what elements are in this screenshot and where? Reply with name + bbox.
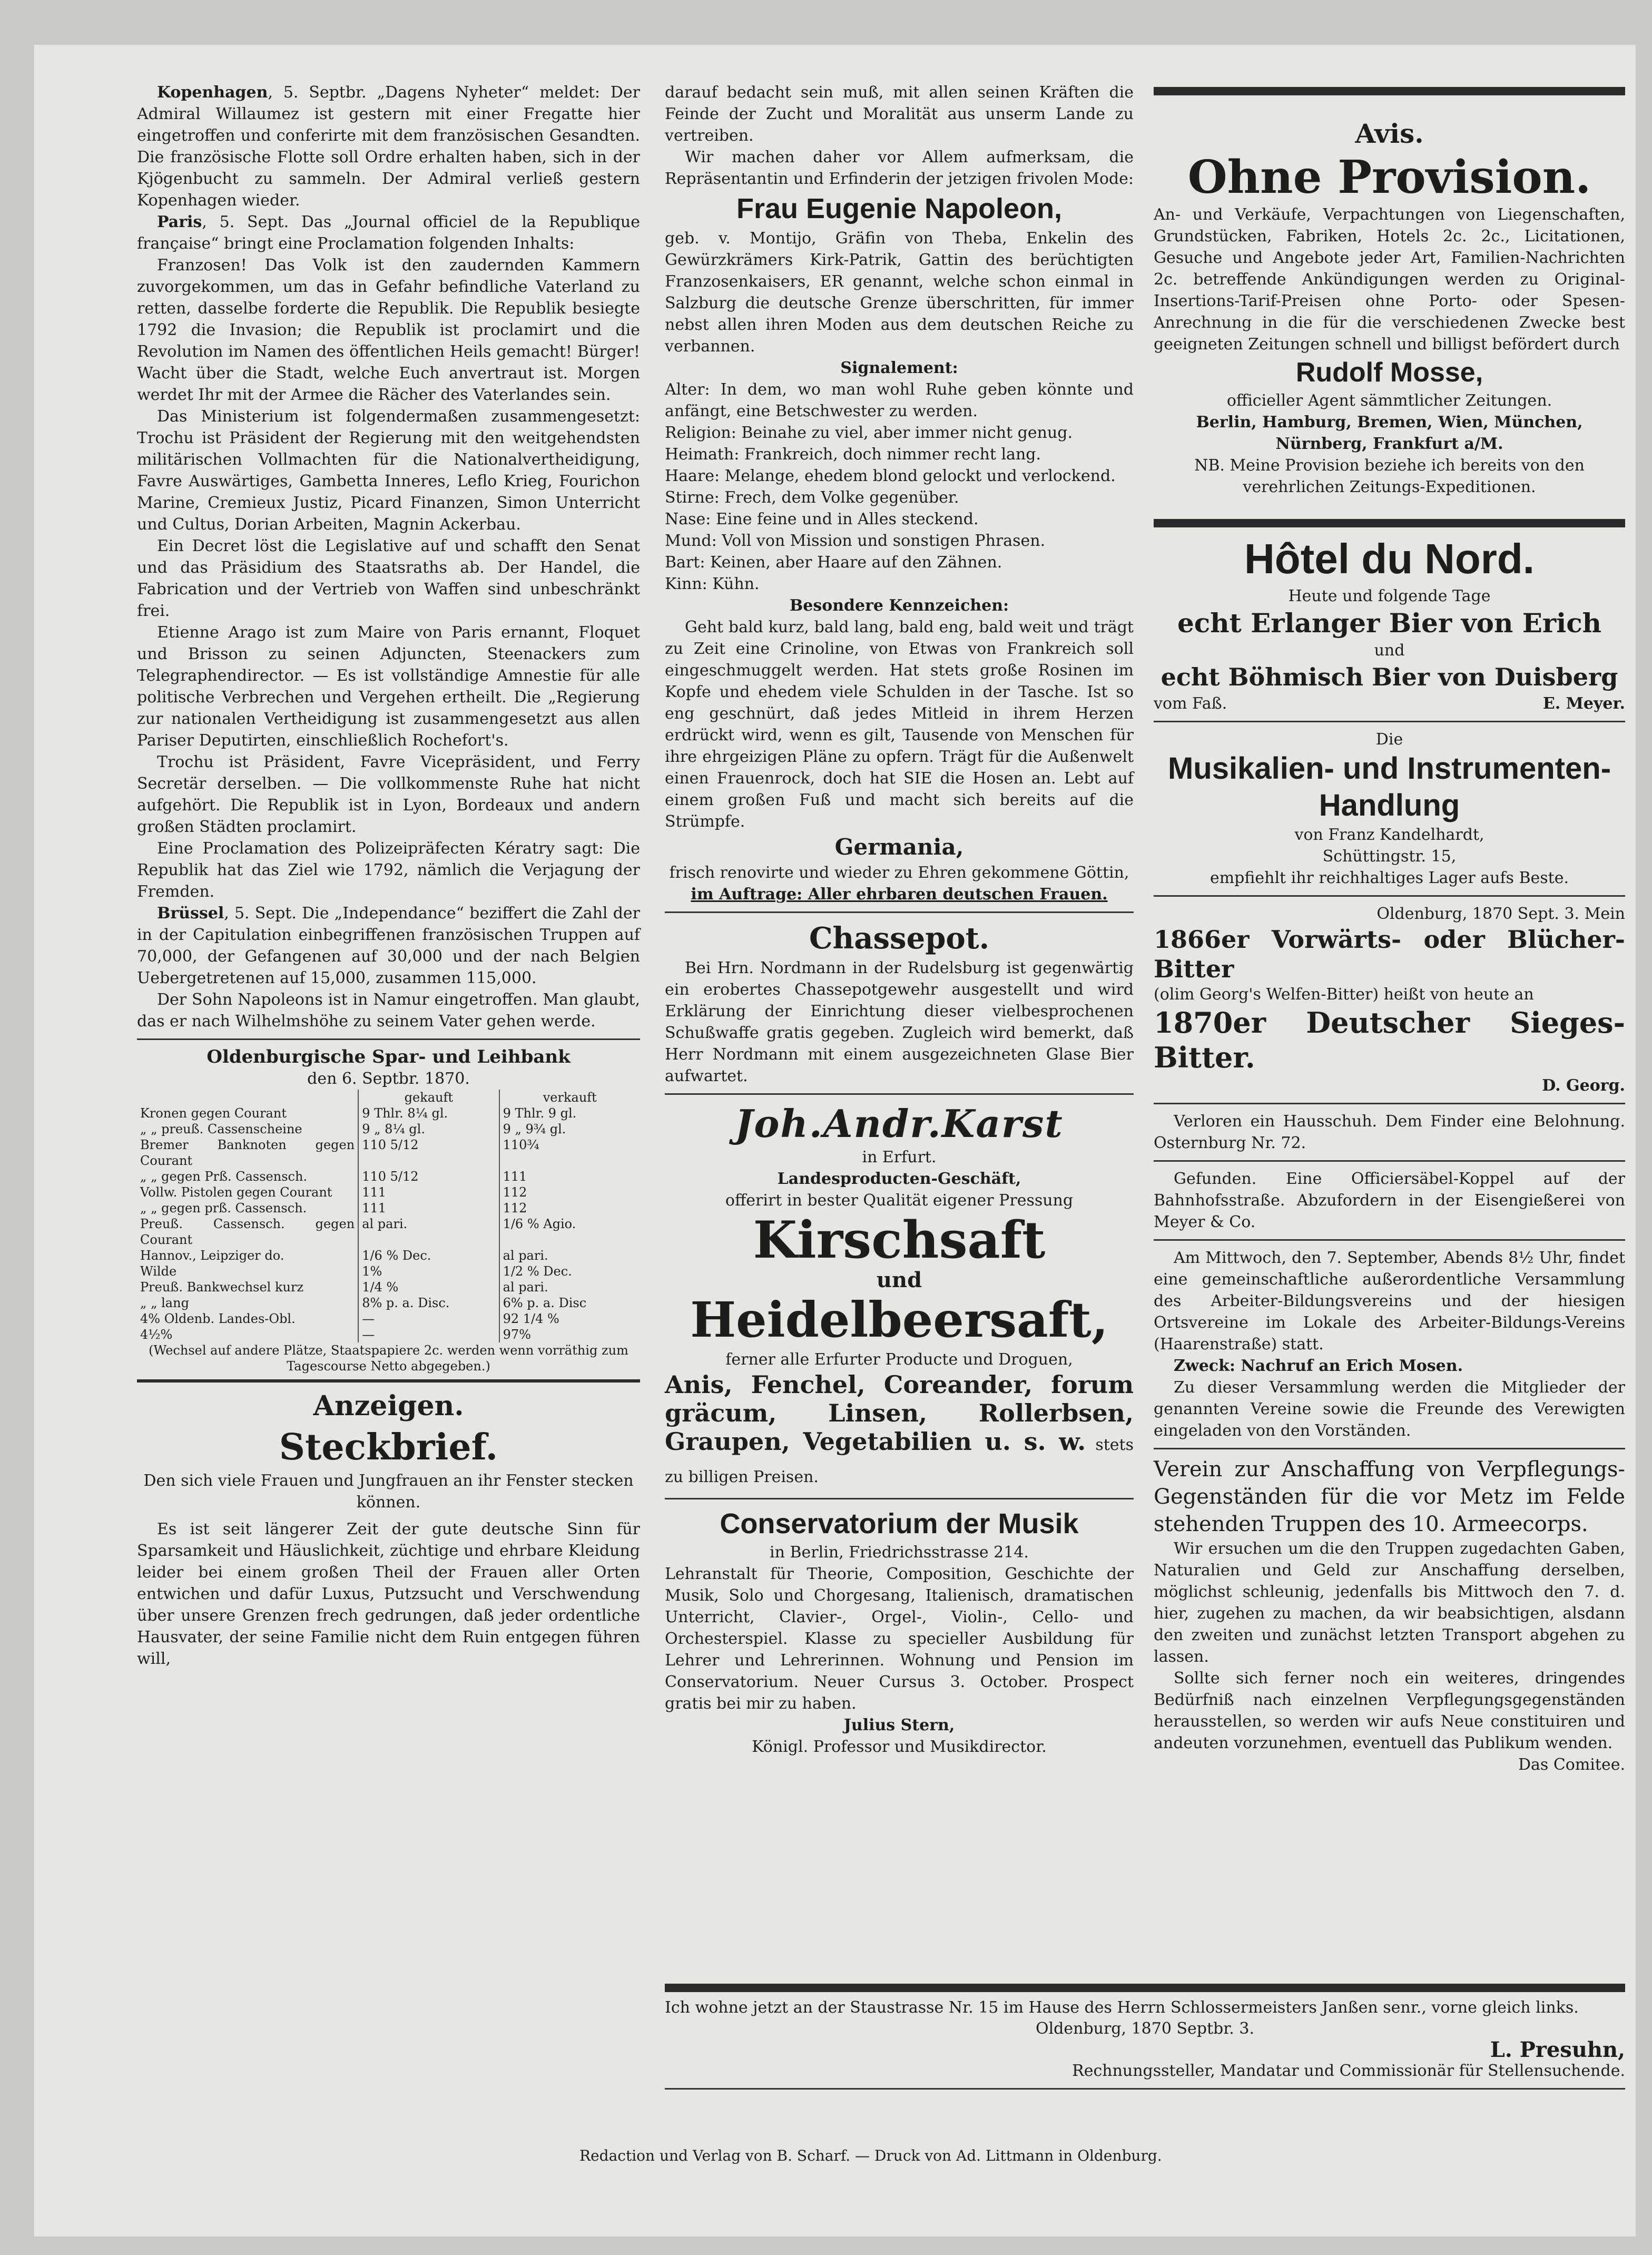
signalement-item: Nase: Eine feine und in Alles steckend. — [665, 510, 979, 528]
rate-cell-label: „ „ gegen Prß. Cassensch. — [137, 1169, 358, 1184]
divider — [137, 1379, 640, 1383]
paris-text: , 5. Sept. Das „Journal officiel de la Republique française“ bringt eine Proclamation folgenden Inhalts: — [137, 213, 640, 253]
rate-cell-label: „ „ preuß. Cassenscheine — [137, 1121, 358, 1137]
kopenhagen-text: , 5. Septbr. „Dagens Nyheter“ meldet: Der Admiral Willaumez ist gestern mit einer Fregatte hier eingetroffen und conferirte mit dem französischen Gesandten. Die französische Flotte soll Ordre erhalten haben, sich in der Kjögenbucht zu sammeln. Der Admiral verließ gestern Kopenhagen wieder. — [137, 83, 640, 210]
rate-cell-bought: 8% p. a. Disc. — [358, 1295, 499, 1311]
kennzeichen-heading: Besondere Kennzeichen: — [789, 596, 1009, 615]
table-row — [137, 1327, 640, 1342]
rate-cell-sold: 1/2 % Dec. — [503, 1264, 572, 1279]
rate-cell-bought: — — [358, 1327, 499, 1342]
divider — [665, 2088, 1625, 2090]
divider — [1154, 1448, 1625, 1449]
rate-cell-label: „ „ lang — [137, 1295, 358, 1311]
presuhn-address: Ich wohne jetzt an der Staustrasse Nr. 15 im Hause des Herrn Schlossermeisters Janßen senr., vorne gleich links. — [665, 1998, 1579, 2017]
mosse-agent: officieller Agent sämmtlicher Zeitungen. — [1226, 391, 1552, 410]
bitter-olim: (olim Georg's Welfen-Bitter) heißt von heute an — [1154, 985, 1534, 1004]
table-row — [137, 1121, 640, 1137]
continued-text: darauf bedacht sein muß, mit allen seinen Kräften die Feinde der Zucht und Moralität aus unserm Lande zu vertreiben. — [665, 83, 1134, 145]
paris-para-2: Das Ministerium ist folgendermaßen zusammengesetzt: Trochu ist Präsident der Regierung mit den weitgehendsten militärischen Vollmachten für die Nationalvertheidigung, Favre Auswärtiges, Gambetta Inneres, Leflo Krieg, Fourichon Marine, Cremieux Justiz, Picard Finanzen, Simon Unterricht und Cultus, Dorian Arbeiten, Magnin Ackerbau. — [137, 407, 640, 534]
vom-fass-text: vom Faß. — [1154, 694, 1227, 713]
zweck-text: Zweck: Nachruf an Erich Mosen. — [1174, 1357, 1463, 1375]
divider — [1154, 1160, 1625, 1162]
divider — [1154, 721, 1625, 722]
kandelhardt-text: von Franz Kandelhardt, — [1294, 826, 1484, 844]
signalement-item: Alter: In dem, wo man wohl Ruhe geben könnte und anfängt, eine Betschwester zu werden. — [665, 380, 1134, 420]
signalement-item: Religion: Beinahe zu viel, aber immer nicht genug. — [665, 424, 1073, 442]
signalement-heading: Signalement: — [840, 359, 958, 377]
rate-cell-bought: 111 — [358, 1184, 499, 1200]
divider — [1154, 519, 1625, 527]
karst-business: Landesproducten-Geschäft, — [777, 1170, 1021, 1188]
ohne-provision-heading: Ohne Provision. — [1187, 151, 1591, 204]
divider — [665, 911, 1134, 913]
bank-note: (Wechsel auf andere Plätze, Staatspapiere 2c. werden wenn vorräthig zum Tagescourse Netto abgegeben.) — [149, 1343, 628, 1374]
boehmisch-text: echt Böhmisch Bier von Duisberg — [1161, 663, 1618, 691]
zweck-description: Zu dieser Versammlung werden die Mitglieder der genannten Vereine sowie die Freunde des Verewigten eingeladen von den Vorständen. — [1154, 1378, 1625, 1440]
paris-para-1: Franzosen! Das Volk ist den zaudernden Kammern zuvorgekommen, um das in Gefahr befindliche Vaterland zu retten, dasselbe forderte die Republik. Die Republik besiegte 1792 die Invasion; die Republik ist proclamirt und die Revolution im Namen des öffentlichen Heils gemacht! Bürger! Wacht über die Stadt, welche Euch anvertraut ist. Morgen werdet Ihr mit der Armee die Rächer des Vaterlandes sein. — [137, 256, 640, 404]
table-row — [137, 1137, 640, 1169]
rate-cell-sold: 1/6 % Agio. — [503, 1217, 576, 1231]
signalement-item: Mund: Voll von Mission und sonstigen Phrasen. — [665, 532, 1046, 550]
table-row — [137, 1216, 640, 1248]
divider — [665, 1498, 1134, 1499]
divider — [137, 1038, 640, 1040]
divider — [665, 1093, 1134, 1095]
karst-heading: Joh.Andr.Karst — [735, 1101, 1064, 1146]
divider — [665, 1984, 1625, 1992]
column-header-sold: verkauft — [543, 1090, 597, 1105]
mosse-cities: Berlin, Hamburg, Bremen, Wien, München, Nürnberg, Frankfurt a/M. — [1196, 413, 1583, 453]
divider — [1154, 895, 1625, 897]
germania-text: frisch renovirte und wieder zu Ehren gekommene Göttin, — [669, 864, 1129, 882]
table-row — [137, 1311, 640, 1327]
signalement-item: Stirne: Frech, dem Volke gegenüber. — [665, 488, 959, 507]
rate-cell-label: Bremer Banknoten gegen Courant — [137, 1137, 358, 1169]
mosse-name: Rudolf Mosse, — [1295, 357, 1483, 388]
rate-cell-bought: 1/6 % Dec. — [358, 1248, 499, 1263]
products-list: Anis, Fenchel, Coreander, forum gräcum, Linsen, Rollerbsen, Graupen, Vegetabilien u. s. w. — [665, 1370, 1134, 1456]
column-3 — [1154, 82, 1625, 1776]
bruessel-text: , 5. Sept. Die „Independance“ beziffert die Zahl der in der Capitulation einbegriffenen französischen Truppen auf 70,000, der Gefangenen auf 30,000 und der nach Belgien Uebergetretenen auf 15,000, zusammen 115,000. — [137, 904, 640, 987]
bank-date: den 6. Septbr. 1870. — [307, 1070, 470, 1088]
germania-auftrag: im Auftrage: Aller ehrbaren deutschen Frauen. — [691, 885, 1108, 904]
karst-offer: offerirt in bester Qualität eigener Pressung — [725, 1191, 1074, 1210]
musikalien-heading: Musikalien- und Instrumenten-Handlung — [1167, 751, 1611, 822]
die-text: Die — [1375, 730, 1403, 749]
rate-cell-sold: 9 „ 9¾ gl. — [503, 1122, 566, 1136]
bruessel-heading: Brüssel — [157, 904, 224, 923]
signalement-item: Bart: Keinen, aber Haare auf den Zähnen. — [665, 553, 1002, 572]
rate-cell-sold: al pari. — [503, 1248, 548, 1263]
und-text: und — [1374, 641, 1405, 660]
exchange-rates-table — [137, 1090, 640, 1342]
stern-title: Königl. Professor und Musikdirector. — [752, 1738, 1047, 1756]
table-row — [137, 1295, 640, 1311]
verein-text: Wir ersuchen um die den Truppen zugedachten Gaben, Naturalien und Geld zur Anschaffung derselben, möglichst schleunig, jedenfalls bis Mittwoch den 7. d. hier, zugehen zu machen, da wir beabsichtigen, alsdann den zweiten und zunächst letzten Transport abgehen zu lassen. — [1154, 1540, 1625, 1666]
rate-cell-sold: 92 1/4 % — [503, 1311, 559, 1326]
gefunden-text: Gefunden. Eine Officiersäbel-Koppel auf der Bahnhofsstraße. Abzufordern in der Eisengießerei von Meyer & Co. — [1154, 1170, 1625, 1231]
bitter-new-name: 1870er Deutscher Sieges-Bitter. — [1154, 1006, 1625, 1074]
divider — [1154, 1239, 1625, 1241]
germania-heading: Germania, — [834, 834, 964, 860]
erlanger-text: echt Erlanger Bier von Erich — [1177, 607, 1602, 639]
verein-text-2: Sollte sich ferner noch ein weiteres, dringendes Bedürfniß nach einzelnen Verpflegungsgegenständen herausstellen, so werden wir aufs Neue constituiren und andeuten vorzunehmen, eventuell das Publikum wenden. — [1154, 1669, 1625, 1752]
paris-para-5: Trochu ist Präsident, Favre Vicepräsident, und Ferry Secretär derselben. — Die vollkommenste Ruhe hat nicht aufgehört. Die Republik ist in Lyon, Bordeaux und andern großen Städten proclamirt. — [137, 753, 640, 836]
rate-cell-label: 4½% — [137, 1327, 358, 1342]
signalement-list — [665, 379, 1134, 595]
table-row — [137, 1169, 640, 1184]
column-2 — [665, 82, 1134, 1758]
table-row — [137, 1105, 640, 1121]
steckbrief-subtitle: Den sich viele Frauen und Jungfrauen an ihr Fenster stecken können. — [143, 1472, 634, 1512]
bitter-old-name: 1866er Vorwärts- oder Blücher-Bitter — [1154, 925, 1625, 983]
rate-cell-label: „ „ gegen prß. Cassensch. — [137, 1200, 358, 1216]
verloren-text: Verloren ein Hausschuh. Dem Finder eine Belohnung. Osternburg Nr. 72. — [1154, 1112, 1625, 1152]
mosse-text: An- und Verkäufe, Verpachtungen von Liegenschaften, Grundstücken, Fabriken, Hotels 2c. 2c., Licitationen, Gesuche und Angebote jeder Art, Familien-Nachrichten 2c. betreffende Ankündigungen werden zu Original-Insertions-Tarif-Preisen ohne Porto- oder Spesen-Anrechnung in die für die verschiedenen Zwecke best geeigneten Zeitungen schnell und billigst befördert durch — [1154, 205, 1625, 354]
kopenhagen-heading: Kopenhagen — [157, 83, 268, 102]
mittwoch-text: Am Mittwoch, den 7. September, Abends 8½ Uhr, findet eine gemeinschaftliche außerordentliche Versammlung des Arbeiter-Bildungsvereins und der hiesigen Ortsvereine im Lokale des Arbeiter-Bildungs-Vereins (Haarenstraße) statt. — [1154, 1249, 1625, 1354]
rate-cell-bought: 1% — [358, 1263, 499, 1279]
table-row — [137, 1200, 640, 1216]
rate-cell-sold: 6% p. a. Disc — [503, 1296, 587, 1310]
rate-cell-label: Vollw. Pistolen gegen Courant — [137, 1184, 358, 1200]
table-row — [137, 1263, 640, 1279]
table-row — [137, 1279, 640, 1295]
mosse-nb: NB. Meine Provision beziehe ich bereits von den verehrlichen Zeitungs-Expeditionen. — [1194, 456, 1585, 496]
signalement-item: Haare: Melange, ehedem blond gelockt und verlockend. — [665, 467, 1116, 485]
heidelbeer-heading: Heidelbeersaft, — [690, 1291, 1108, 1348]
signalement-item: Kinn: Kühn. — [665, 575, 760, 593]
meyer-signature: E. Meyer. — [1542, 694, 1625, 713]
divider — [1154, 87, 1625, 95]
rate-cell-sold: 112 — [503, 1201, 527, 1215]
empfiehlt-text: empfiehlt ihr reichhaltiges Lager aufs Beste. — [1210, 869, 1569, 887]
products-tail: stets zu billigen Preisen. — [665, 1436, 1134, 1486]
kirschsaft-heading: Kirschsaft — [753, 1210, 1046, 1270]
imprint-footer: Redaction und Verlag von B. Scharf. — Druck von Ad. Littmann in Oldenburg. — [579, 2147, 1162, 2164]
presuhn-name: L. Presuhn, — [1490, 2037, 1625, 2062]
steckbrief-text: Es ist seit längerer Zeit der gute deutsche Sinn für Sparsamkeit und Häuslichkeit, züchtige und ehrbare Kleidung leider bei einem großen Theil der Frauen aller Orten entwichen und dafür Luxus, Putzsucht und Verschwendung über unsere Grenzen frech gedrungen, daß jeder ordentliche Hausvater, der seine Familie nicht dem Ruin entgegen führen will, — [137, 1520, 640, 1668]
table-header-row — [137, 1090, 640, 1105]
rate-cell-sold: 112 — [503, 1185, 527, 1200]
eugenie-heading: Frau Eugenie Napoleon, — [736, 193, 1063, 224]
rate-cell-sold: 9 Thlr. 9 gl. — [503, 1106, 577, 1121]
paris-para-3: Ein Decret löst die Legislative auf und schafft den Senat und das Präsidium des Staatsraths ab. Der Handel, die Fabrication und der Vertrieb von Waffen sind unbeschränkt frei. — [137, 537, 640, 620]
signalement-item: Heimath: Frankreich, doch nimmer recht lang. — [665, 445, 1041, 464]
conservatorium-text: Lehranstalt für Theorie, Composition, Geschichte der Musik, Solo und Chorgesang, Italienisch, dramatischen Unterricht, Clavier-, Orgel-, Violin-, Cello- und Orchesterspiel. Klasse zu specieller Ausbildung für Lehrer und Lehrerinnen. Wohnung und Pension im Conservatorium. Neuer Cursus 3. October. Prospect gratis bei mir zu haben. — [665, 1565, 1134, 1713]
rate-cell-label: Kronen gegen Courant — [137, 1105, 358, 1121]
paris-para-6: Eine Proclamation des Polizeipräfecten Kératry sagt: Die Republik hat das Ziel wie 1792, nämlich die Verjagung der Fremden. — [137, 839, 640, 901]
rate-cell-sold: 110¾ — [503, 1138, 539, 1152]
conservatorium-location: in Berlin, Friedrichsstrasse 214. — [770, 1543, 1029, 1562]
rate-cell-label: Wilde — [137, 1263, 358, 1279]
rate-cell-bought: 111 — [358, 1200, 499, 1216]
kennzeichen-text: Geht bald kurz, bald lang, bald eng, bald weit und trägt zu Zeit eine Crinoline, von Etwas von Frankreich soll eingeschmuggelt werden. Hat stets große Rosinen im Kopfe und ehedem viele Schulden in der Tasche. Ist so eng geschnürt, daß jedes Mitleid in ihrem Herzen erdrückt wird, wenn es gilt, Tausende von Menschen für ihre ehrgeizigen Pläne zu opfern. Trägt für die Außenwelt einen Frauenrock, doch hat SIE die Hosen an. Lebt auf einem großen Fuß und macht sich bereits auf die Strümpfe. — [665, 618, 1134, 831]
rate-cell-label: 4% Oldenb. Landes-Obl. — [137, 1311, 358, 1327]
steckbrief-heading: Steckbrief. — [279, 1426, 498, 1468]
hotel-heading: Hôtel du Nord. — [1244, 535, 1535, 582]
presuhn-notice — [665, 1978, 1625, 2096]
rate-cell-label: Hannov., Leipziger do. — [137, 1248, 358, 1263]
presuhn-title: Rechnungssteller, Mandatar und Commissionär für Stellensuchende. — [1072, 2062, 1625, 2080]
rate-cell-bought: 110 5/12 — [358, 1137, 499, 1169]
table-row — [137, 1184, 640, 1200]
karst-location: in Erfurt. — [862, 1148, 937, 1166]
presuhn-date: Oldenburg, 1870 Septbr. 3. — [1035, 2019, 1254, 2038]
column-header-bought: gekauft — [358, 1090, 499, 1105]
stern-name: Julius Stern, — [843, 1716, 955, 1734]
ferner-text: ferner alle Erfurter Producte und Droguen, — [725, 1350, 1073, 1369]
verein-heading: Verein zur Anschaffung von Verpflegungs-Gegenständen für die vor Metz im Felde stehenden Truppen des 10. Armeecorps. — [1154, 1457, 1625, 1536]
rate-cell-label: Preuß. Bankwechsel kurz — [137, 1279, 358, 1295]
eugenie-text: geb. v. Montijo, Gräfin von Theba, Enkelin des Gewürzkrämers Kirk-Patrik, Gattin des berüchtigten Franzosenkaisers, ER genannt, welche schon einmal in Salzburg die deutsche Grenze überschritten, für immer nebst allen ihren Moden aus dem deutschen Reiche zu verbannen. — [665, 229, 1134, 356]
rate-cell-bought: al pari. — [358, 1216, 499, 1248]
column-1 — [137, 82, 640, 1670]
und-text: und — [876, 1268, 922, 1292]
hotel-tage: Heute und folgende Tage — [1288, 587, 1491, 605]
intro-text: Wir machen daher vor Allem aufmerksam, die Repräsentantin und Erfinderin der jetzigen frivolen Mode: — [665, 148, 1134, 188]
rate-cell-bought: — — [358, 1311, 499, 1327]
paris-heading: Paris — [157, 213, 202, 231]
rate-cell-sold: 111 — [503, 1169, 527, 1184]
rate-cell-bought: 9 Thlr. 8¼ gl. — [358, 1105, 499, 1121]
comitee-signature: Das Comitee. — [1518, 1756, 1625, 1774]
rate-cell-bought: 110 5/12 — [358, 1169, 499, 1184]
rate-cell-bought: 9 „ 8¼ gl. — [358, 1121, 499, 1137]
avis-heading: Avis. — [1355, 118, 1424, 149]
rate-cell-label: Preuß. Cassensch. gegen Courant — [137, 1216, 358, 1248]
bank-title: Oldenburgische Spar- und Leihbank — [206, 1046, 571, 1067]
oldenburg-date: Oldenburg, 1870 Sept. 3. Mein — [1376, 905, 1625, 923]
anzeigen-heading: Anzeigen. — [313, 1390, 464, 1422]
georg-signature: D. Georg. — [1542, 1076, 1625, 1095]
table-row — [137, 1248, 640, 1263]
napoleon-son-text: Der Sohn Napoleons ist in Namur eingetroffen. Man glaubt, das er nach Wilhelmshöhe zu seinem Vater gehen werde. — [137, 991, 640, 1031]
paris-para-4: Etienne Arago ist zum Maire von Paris ernannt, Floquet und Brisson zu seinen Adjuncten, Steenackers zum Telegraphendirector. — Es ist vollständige Amnestie für alle politische Verbrechen und Vergehen ertheilt. Die „Regierung zur nationalen Vertheidigung ist zusammengesetzt aus allen Pariser Deputirten, einschließlich Rochefort's. — [137, 623, 640, 750]
divider — [1154, 1103, 1625, 1104]
chassepot-text: Bei Hrn. Nordmann in der Rudelsburg ist gegenwärtig ein erobertes Chassepotgewehr ausgestellt und wird Erklärung der Einrichtung dieser vielbesprochenen Schußwaffe gratis gegeben. Zugleich wird bemerkt, daß Herr Nordmann mit einem ausgezeichneten Glase Bier aufwartet. — [665, 959, 1134, 1085]
rate-cell-sold: 97% — [503, 1327, 531, 1342]
rate-cell-sold: al pari. — [503, 1280, 548, 1295]
conservatorium-heading: Conservatorium der Musik — [720, 1508, 1079, 1540]
chassepot-heading: Chassepot. — [809, 921, 990, 956]
address-text: Schüttingstr. 15, — [1322, 847, 1457, 866]
rate-cell-bought: 1/4 % — [358, 1279, 499, 1295]
